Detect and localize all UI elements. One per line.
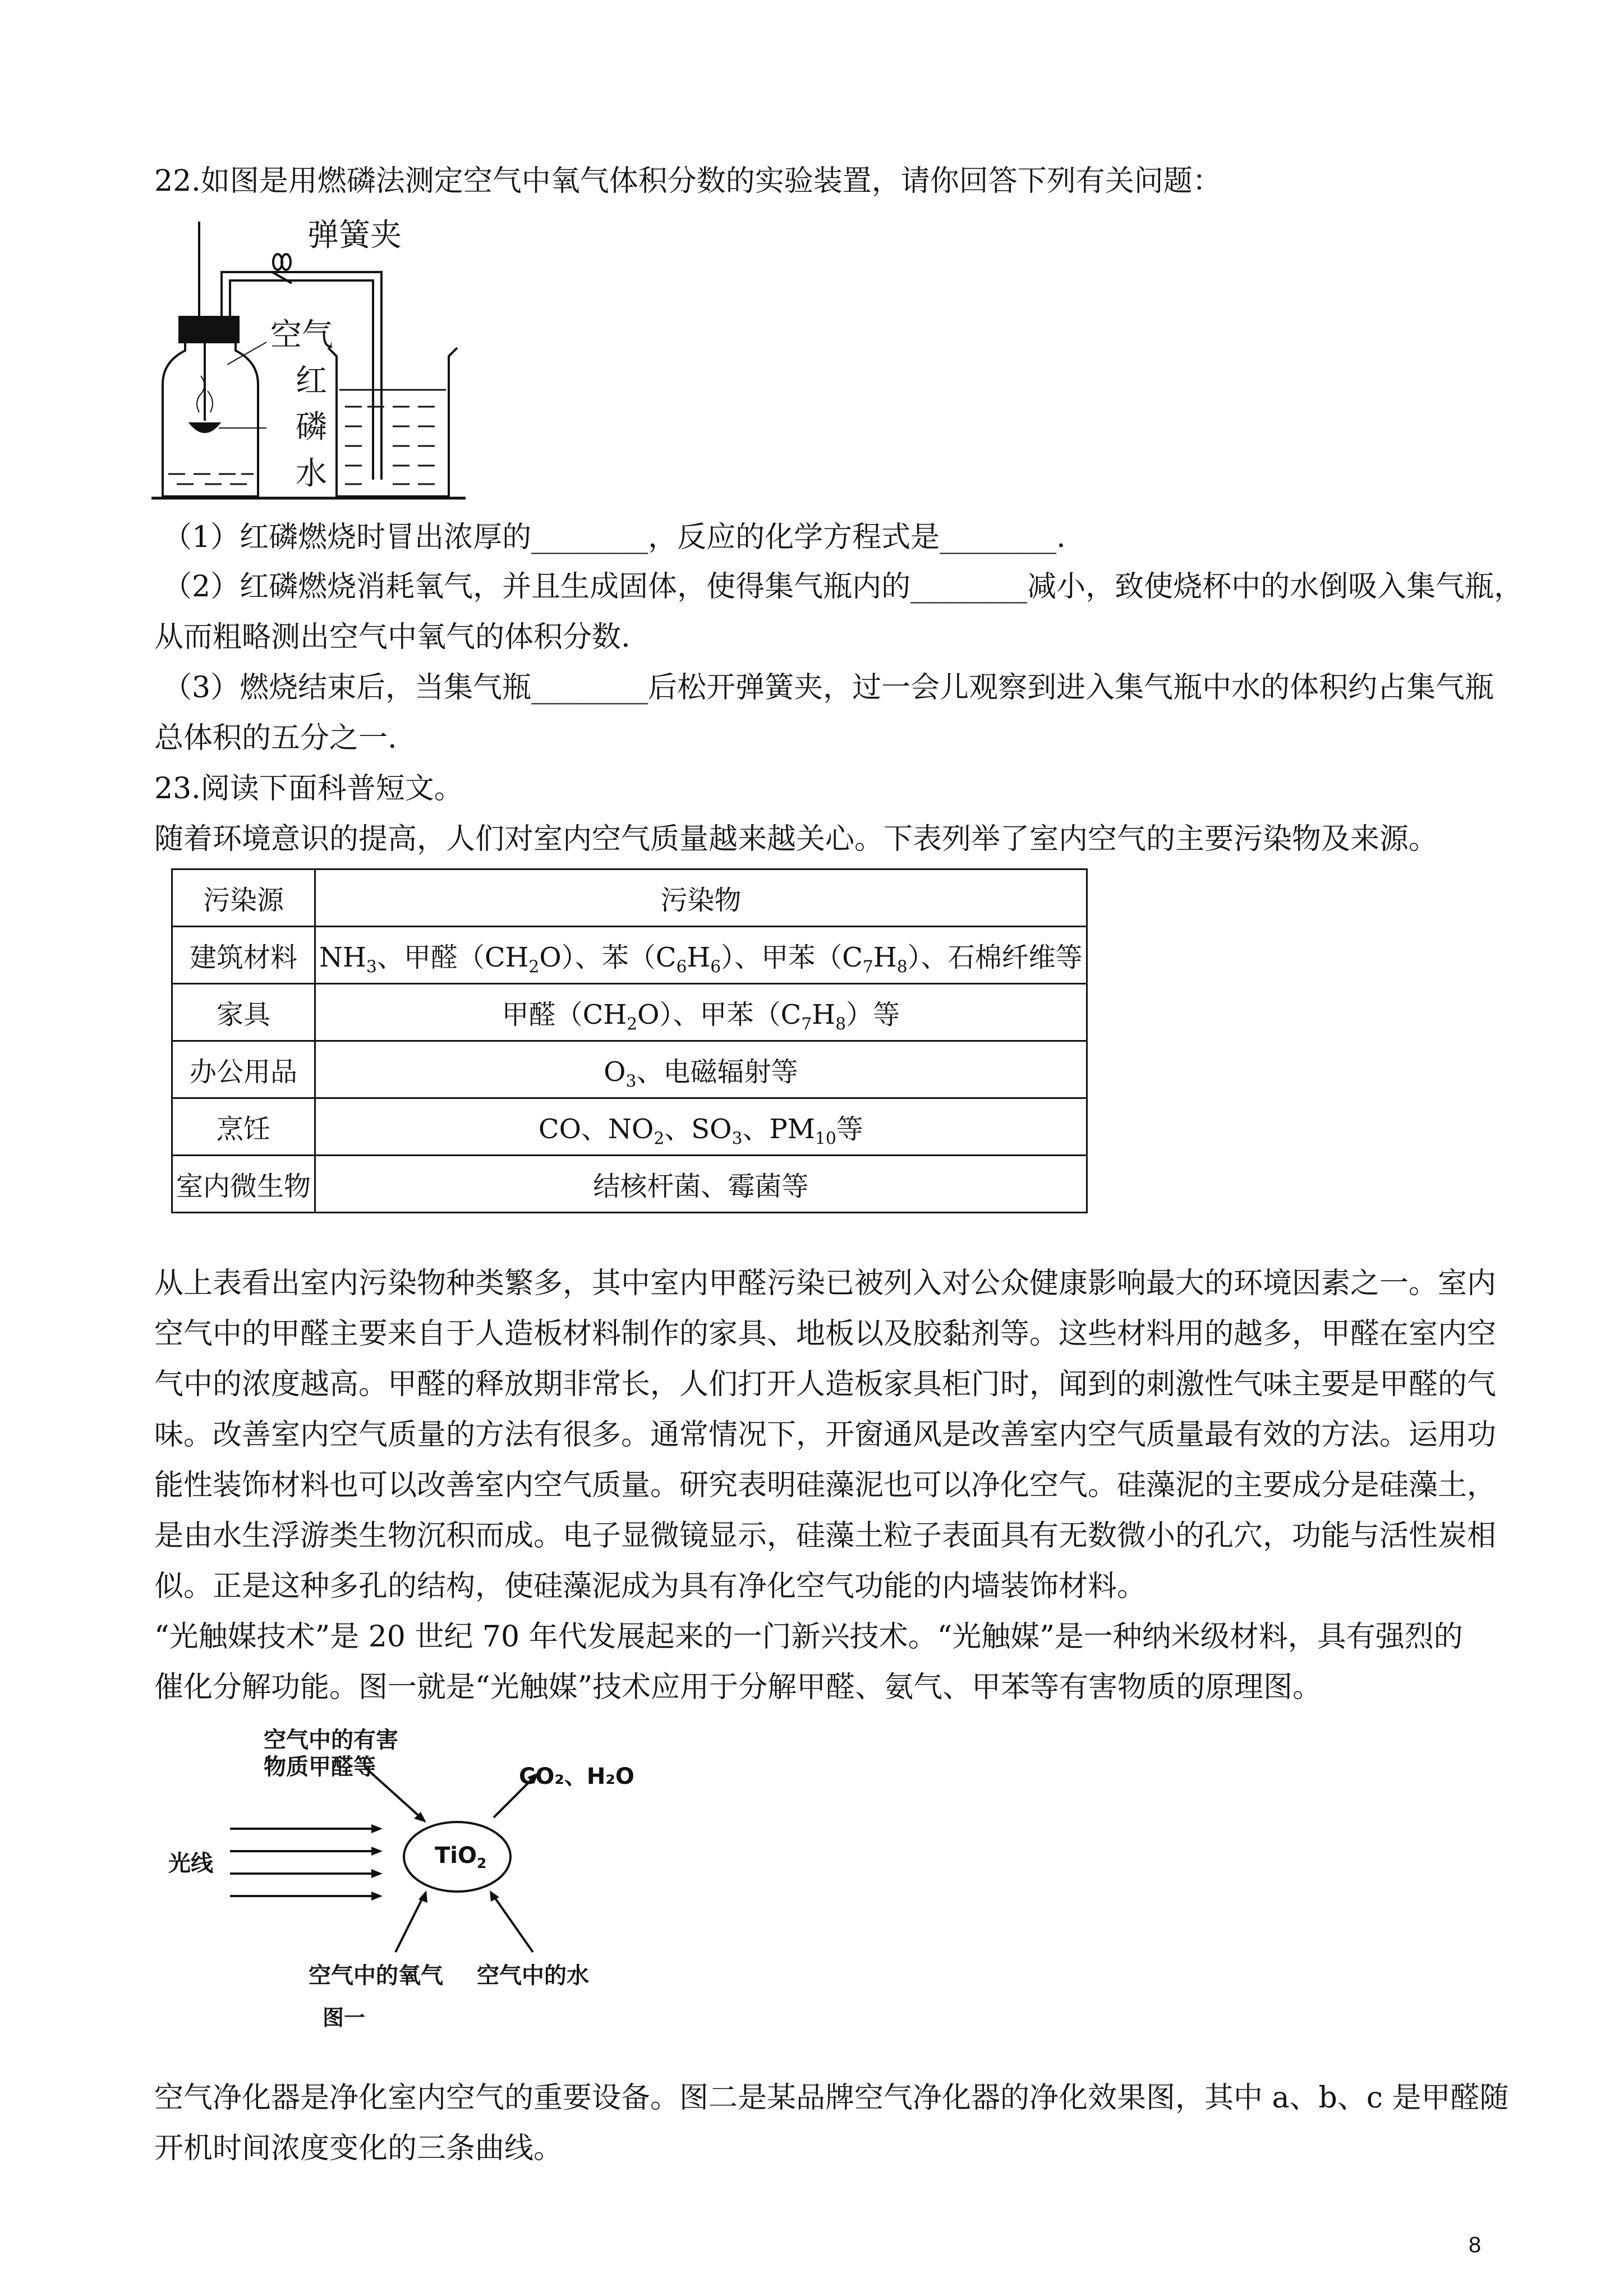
q23-para1-line2: 空气中的甲醛主要来自于人造板材料制作的家具、地板以及胶黏剂等。这些材料用的越多，甲醛在室内空 bbox=[154, 1317, 1497, 1351]
fig1-label-harm-line1: 空气中的有害 bbox=[264, 1727, 398, 1753]
fig-label-red: 红 bbox=[296, 363, 327, 399]
table-row bbox=[172, 1098, 1087, 1156]
fig1-label-water: 空气中的水 bbox=[477, 1963, 589, 1989]
fig-label-clamp: 弹簧夹 bbox=[307, 217, 402, 254]
table-cell-pollutant: $O_3$、电磁辐射等 bbox=[315, 1041, 1087, 1098]
page-number: 8 bbox=[1469, 2233, 1482, 2257]
q23-para1-line1: 从上表看出室内污染物种类繁多，其中室内甲醛污染已被列入对公众健康影响最大的环境因素之一。室内 bbox=[154, 1267, 1497, 1300]
q22-part2-line2: 从而粗略测出空气中氧气的体积分数. bbox=[154, 620, 631, 654]
fig1-label-harm-line2: 物质甲醛等 bbox=[264, 1754, 376, 1780]
fig-label-phos: 磷 bbox=[296, 409, 327, 445]
table-header-source: 污染源 bbox=[172, 869, 315, 927]
q23-para2-line1: “光触媒技术”是 20 世纪 70 年代发展起来的一门新兴技术。“光触媒”是一种纳米级材料，具有强烈的 bbox=[154, 1620, 1463, 1654]
fig1-caption: 图一 bbox=[323, 2005, 366, 2030]
fig-label-water: 水 bbox=[296, 455, 327, 492]
fig1-label-product: CO₂、H₂O bbox=[519, 1764, 634, 1789]
table-row bbox=[172, 1041, 1087, 1098]
table-header-row bbox=[172, 869, 1087, 927]
fig1-label-light: 光线 bbox=[168, 1851, 213, 1876]
fig1-label-catalyst: TiO$_2$ bbox=[435, 1843, 487, 1871]
table-cell-source: 烹饪 bbox=[172, 1098, 315, 1156]
table-row bbox=[172, 1156, 1087, 1213]
table-cell-source: 建筑材料 bbox=[172, 927, 315, 984]
q22-part2-line1: （2）红磷燃烧消耗氧气，并且生成固体，使得集气瓶内的________减小，致使烧杯中的水倒吸入集气瓶， bbox=[163, 570, 1524, 604]
q23-para1-line7: 似。正是这种多孔的结构，使硅藻泥成为具有净化空气功能的内墙装饰材料。 bbox=[154, 1570, 1147, 1603]
table-cell-source: 室内微生物 bbox=[172, 1156, 315, 1213]
table-cell-pollutant: CO、$NO_2$、$SO_3$、$PM_{10}$等 bbox=[315, 1098, 1087, 1156]
q23-para1-line5: 能性装饰材料也可以改善室内空气质量。研究表明硅藻泥也可以净化空气。硅藻泥的主要成分是硅藻土， bbox=[154, 1469, 1497, 1502]
q23-intro: 随着环境意识的提高，人们对室内空气质量越来越关心。下表列举了室内空气的主要污染物及来源。 bbox=[154, 822, 1438, 856]
table-row bbox=[172, 984, 1087, 1041]
table-cell-pollutant: 结核杆菌、霉菌等 bbox=[315, 1156, 1087, 1213]
table-header-pollutant: 污染物 bbox=[315, 869, 1087, 927]
pollutant-table bbox=[171, 868, 1088, 1213]
q23-para3-line2: 开机时间浓度变化的三条曲线。 bbox=[154, 2132, 563, 2165]
fig-label-air: 空气 bbox=[270, 317, 333, 353]
q23-para1-line4: 味。改善室内空气质量的方法有很多。通常情况下，开窗通风是改善室内空气质量最有效的方法。运用功 bbox=[154, 1418, 1497, 1452]
q23-title: 23.阅读下面科普短文。 bbox=[154, 772, 463, 806]
fig1-label-oxygen: 空气中的氧气 bbox=[309, 1963, 443, 1989]
table-cell-pollutant: $NH_3$、甲醛$(CH_2O)$、苯$(C_6H_6)$、甲苯$(C_7H_8)$、石棉纤维等 bbox=[315, 927, 1087, 984]
q22-part3-line2: 总体积的五分之一. bbox=[154, 721, 397, 755]
q22-title: 22.如图是用燃磷法测定空气中氧气体积分数的实验装置，请你回答下列有关问题： bbox=[154, 164, 1222, 198]
table-cell-source: 办公用品 bbox=[172, 1041, 315, 1098]
q22-part1: （1）红磷燃烧时冒出浓厚的________，反应的化学方程式是________. bbox=[163, 521, 1066, 554]
q23-para2-line2: 催化分解功能。图一就是“光触媒”技术应用于分解甲醛、氨气、甲苯等有害物质的原理图。 bbox=[154, 1671, 1322, 1704]
table-row bbox=[172, 927, 1087, 984]
q22-part3-line1: （3）燃烧结束后，当集气瓶________后松开弹簧夹，过一会儿观察到进入集气瓶中水的体积约占集气瓶 bbox=[163, 671, 1494, 705]
q23-para1-line6: 是由水生浮游类生物沉积而成。电子显微镜显示，硅藻土粒子表面具有无数微小的孔穴，功能与活性炭相 bbox=[154, 1519, 1497, 1553]
q23-para1-line3: 气中的浓度越高。甲醛的释放期非常长，人们打开人造板家具柜门时，闻到的刺激性气味主要是甲醛的气 bbox=[154, 1368, 1497, 1401]
table-cell-source: 家具 bbox=[172, 984, 315, 1041]
q23-para3-line1: 空气净化器是净化室内空气的重要设备。图二是某品牌空气净化器的净化效果图，其中 a、b、c 是甲醛随 bbox=[154, 2081, 1509, 2115]
table-cell-pollutant: 甲醛$(CH_2O)$、甲苯$(C_7H_8)$等 bbox=[315, 984, 1087, 1041]
